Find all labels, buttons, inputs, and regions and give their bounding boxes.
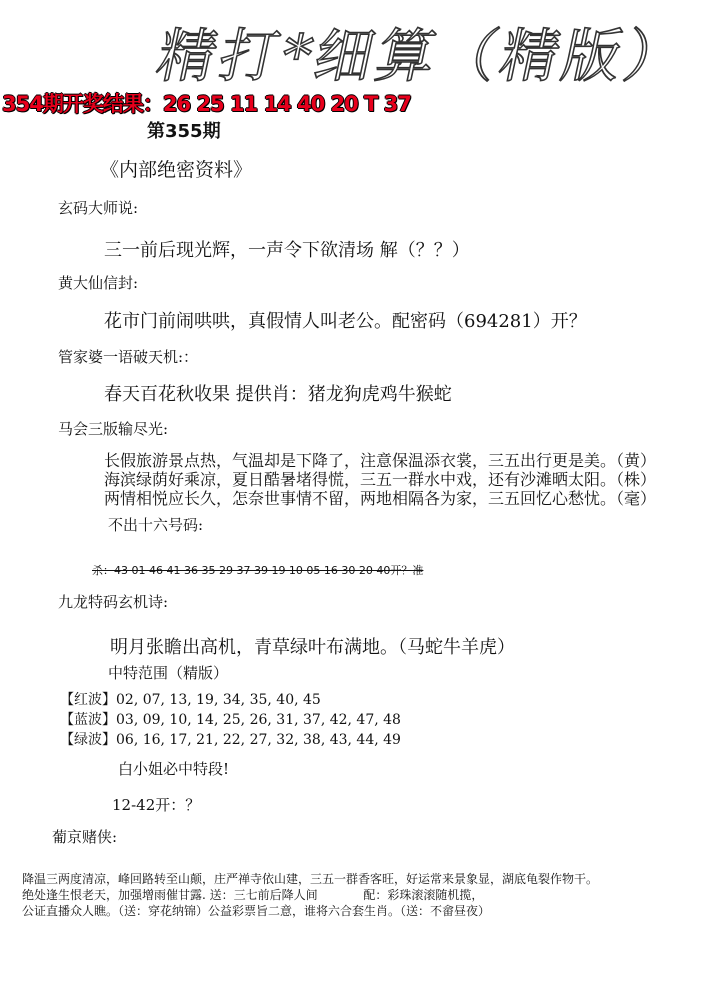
wave-numbers: 02, 07, 13, 19, 34, 35, 40, 45 bbox=[116, 692, 321, 708]
banner-title bbox=[148, 10, 695, 92]
wave-row-blue bbox=[60, 710, 401, 730]
huang-title: 黄大仙信封: bbox=[58, 274, 139, 292]
footer-line: 绝处逢生恨老天，加强增雨催甘露. 送：三七前后降人间 配：彩珠滚滚随机揽， bbox=[22, 888, 484, 902]
internal-title: 《内部绝密资料》 bbox=[100, 159, 253, 181]
wave-label: 【红波】 bbox=[60, 692, 116, 708]
mahui-line: 两情相悦应长久，怎奈世事情不留，两地相隔各为家，三五回忆心愁忧。（毫） bbox=[104, 489, 657, 508]
footer-poem bbox=[22, 871, 598, 919]
wave-label: 【绿波】 bbox=[60, 732, 116, 748]
wave-numbers: 06, 16, 17, 21, 22, 27, 32, 38, 43, 44, 49 bbox=[116, 732, 401, 748]
pujing-title: 葡京赌侠: bbox=[52, 828, 118, 846]
xuanma-body: 三一前后现光辉，一声令下欲清场 解（？？） bbox=[104, 240, 470, 261]
mahui-title: 马会三版输尽光: bbox=[58, 420, 169, 438]
range-title: 中特范围（精版） bbox=[108, 664, 229, 682]
wave-list bbox=[60, 690, 401, 750]
huang-body: 花市门前闹哄哄，真假情人叫老公。配密码（694281）开？ bbox=[104, 311, 587, 332]
baixiaojie-text: 白小姐必中特段! bbox=[118, 760, 230, 778]
kill-numbers: 杀：43 01 46 41 36 35 29 37 39 19 10 05 16 30 20 40开？准 bbox=[92, 564, 424, 577]
banner-text: 精打*细算（精版） bbox=[151, 22, 695, 90]
jiulong-title: 九龙特码玄机诗: bbox=[58, 593, 169, 611]
wave-row-green bbox=[60, 730, 401, 750]
wave-row-red bbox=[60, 690, 401, 710]
no16-title: 不出十六号码: bbox=[108, 516, 204, 534]
xuanma-title: 玄码大师说: bbox=[58, 199, 139, 217]
jiulong-body: 明月张瞻出高机，青草绿叶布满地。（马蛇牛羊虎） bbox=[110, 637, 515, 658]
footer-line: 公证直播众人瞧。（送：穿花纳锦）公益彩票旨二意，谁将六合套生肖。（送：不畲昼夜） bbox=[22, 904, 491, 918]
guanjia-title: 管家婆一语破天机:： bbox=[58, 348, 199, 366]
mahui-poem bbox=[104, 451, 656, 508]
mahui-line: 长假旅游景点热，气温却是下降了，注意保温添衣裳，三五出行更是美。（黄） bbox=[104, 451, 657, 470]
wave-label: 【蓝波】 bbox=[60, 712, 116, 728]
issue-number: 第355期 bbox=[147, 121, 221, 142]
guanjia-body: 春天百花秋收果 提供肖：猪龙狗虎鸡牛猴蛇 bbox=[104, 384, 452, 405]
mahui-line: 海滨绿荫好乘凉，夏日酷暑堵得慌，三五一群水中戏，还有沙滩晒太阳。（株） bbox=[104, 470, 657, 489]
footer-line: 降温三两度清凉，峰回路转至山颠，庄严禅寺依山建，三五一群香客旺，好运常来景象显，湖底龟裂作物干。 bbox=[22, 872, 599, 886]
wave-numbers: 03, 09, 10, 14, 25, 26, 31, 37, 42, 47, 48 bbox=[116, 712, 401, 728]
draw-result: 354期开奖结果：26 25 11 14 40 20 T 37 bbox=[2, 92, 411, 116]
range-open-text: 12-42开：？ bbox=[112, 796, 201, 814]
